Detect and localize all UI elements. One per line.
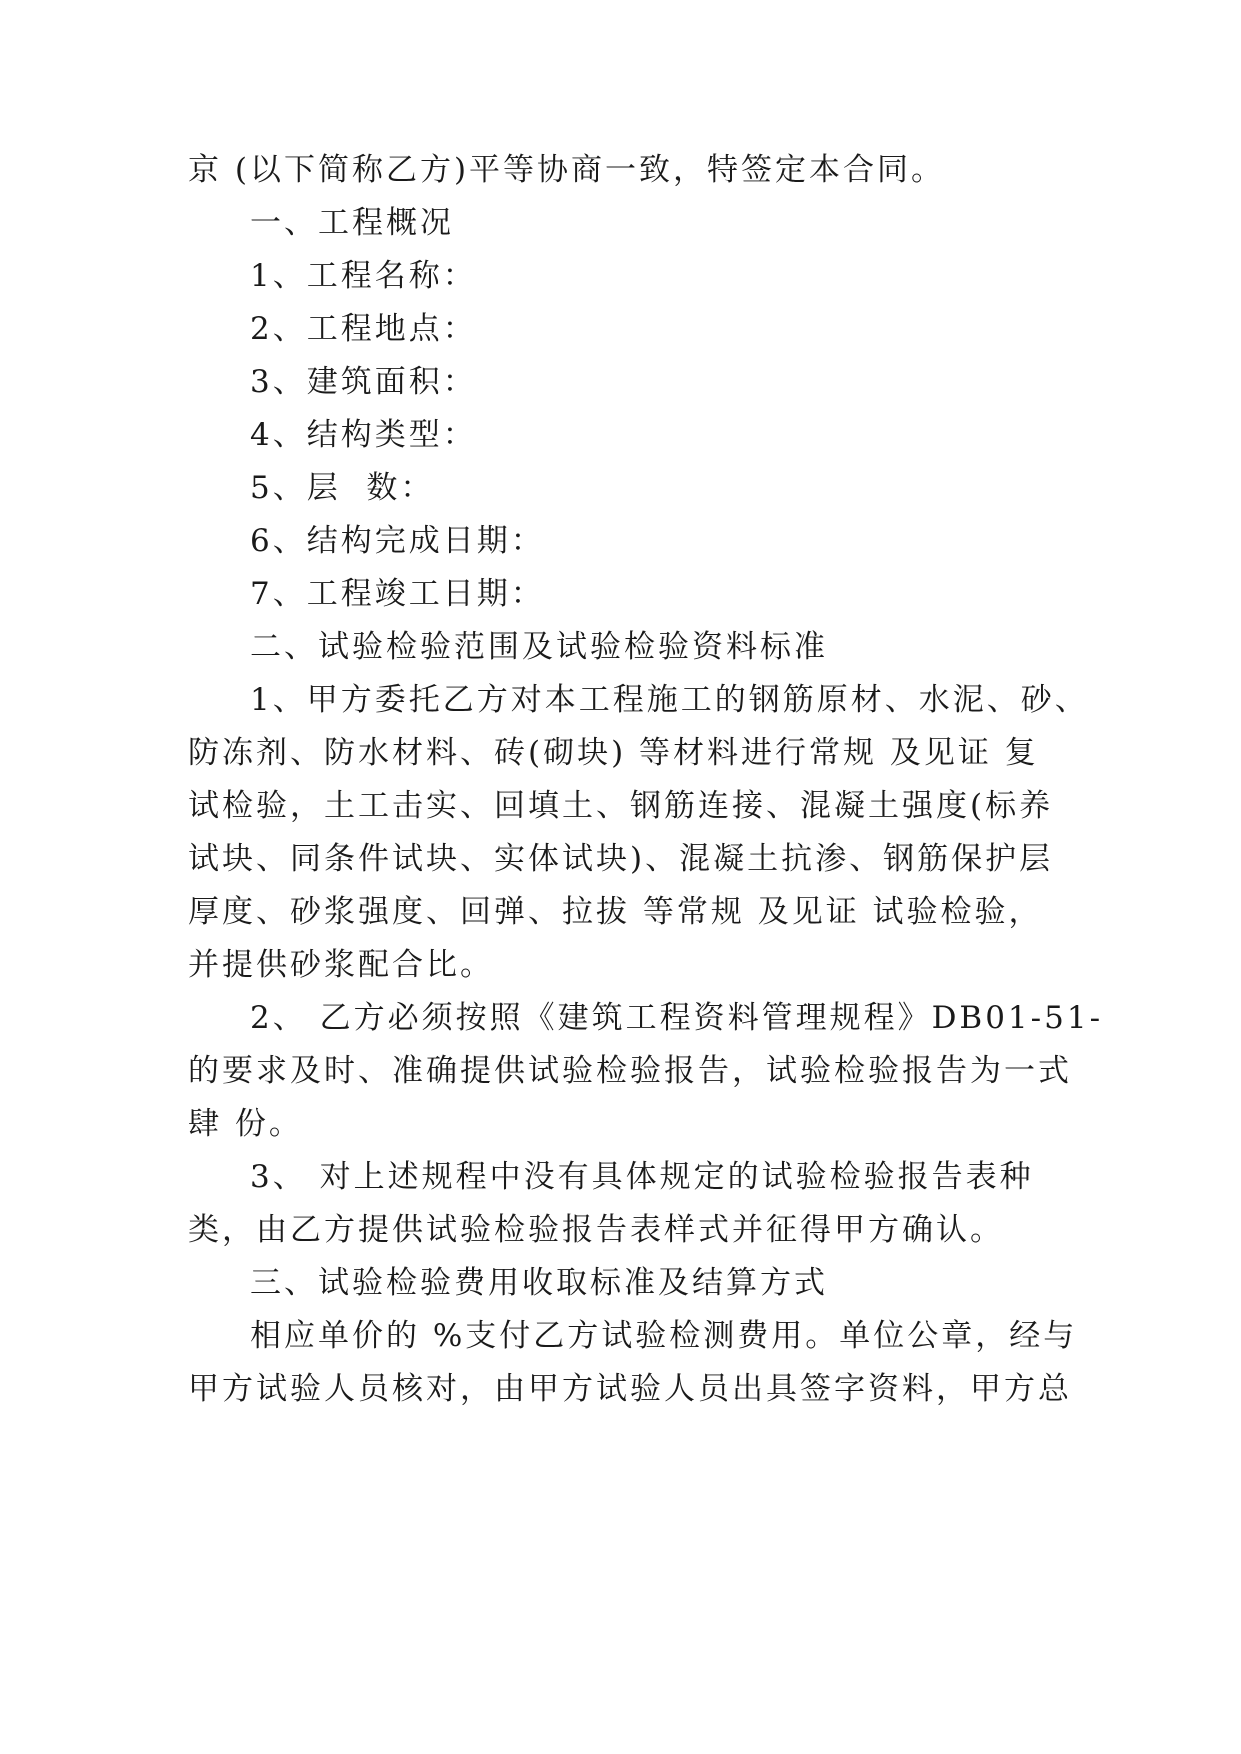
- text-line: 防冻剂、防水材料、砖(砌块) 等材料进行常规 及见证 复: [188, 735, 1039, 771]
- text-line: 京 (以下简称乙方)平等协商一致，特签定本合同。: [188, 152, 946, 188]
- section-heading: 三、试验检验费用收取标准及结算方式: [250, 1265, 828, 1301]
- text-line: 的要求及时、准确提供试验检验报告，试验检验报告为一式: [188, 1053, 1072, 1089]
- text-line: 类，由乙方提供试验检验报告表样式并征得甲方确认。: [188, 1212, 1004, 1248]
- text-line: 1、甲方委托乙方对本工程施工的钢筋原材、水泥、砂、: [250, 682, 1089, 718]
- section-heading: 一、工程概况: [250, 205, 454, 241]
- text-line: 并提供砂浆配合比。: [188, 947, 494, 983]
- text-line: 2、 乙方必须按照《建筑工程资料管理规程》DB01-51-: [250, 1000, 1104, 1036]
- text-line: 5、层 数：: [250, 470, 435, 506]
- text-line: 4、结构类型：: [250, 417, 477, 453]
- text-line: 3、 对上述规程中没有具体规定的试验检验报告表种: [250, 1159, 1034, 1195]
- section-heading: 二、试验检验范围及试验检验资料标准: [250, 629, 828, 665]
- text-line: 肆 份。: [188, 1106, 303, 1142]
- text-line: 试检验，土工击实、回填土、钢筋连接、混凝土强度(标养: [188, 788, 1054, 824]
- text-line: 试块、同条件试块、实体试块)、混凝土抗渗、钢筋保护层: [188, 841, 1054, 877]
- text-line: 6、结构完成日期：: [250, 523, 545, 559]
- text-line: 7、工程竣工日期：: [250, 576, 545, 612]
- text-line: 甲方试验人员核对，由甲方试验人员出具签字资料，甲方总: [188, 1371, 1072, 1407]
- text-line: 相应单价的 %支付乙方试验检测费用。单位公章，经与: [250, 1318, 1078, 1354]
- text-line: 3、建筑面积：: [250, 364, 477, 400]
- text-line: 1、工程名称：: [250, 258, 477, 294]
- text-line: 2、工程地点：: [250, 311, 477, 347]
- text-line: 厚度、砂浆强度、回弹、拉拔 等常规 及见证 试验检验，: [188, 894, 1043, 930]
